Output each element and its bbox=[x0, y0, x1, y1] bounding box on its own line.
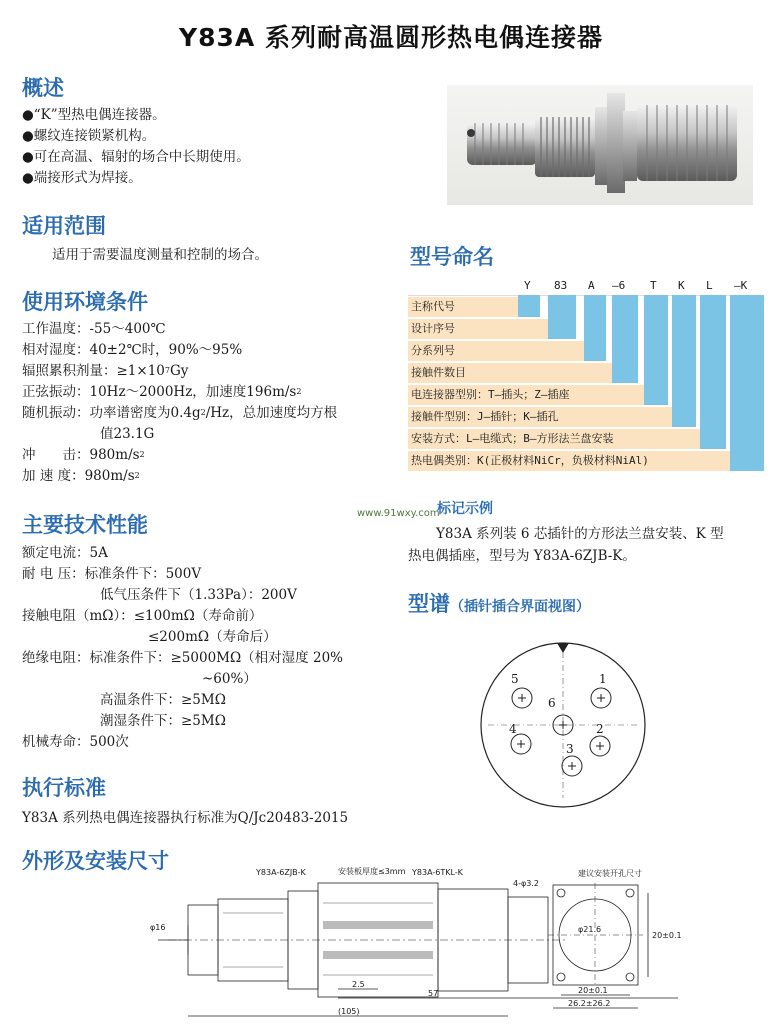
pin-label: 6 bbox=[548, 696, 556, 710]
dim-label: φ16 bbox=[150, 923, 166, 932]
code-column bbox=[672, 295, 696, 427]
code-column bbox=[644, 295, 668, 405]
code-row: 主称代号 bbox=[408, 297, 518, 317]
env-line: 值23.1G bbox=[100, 426, 155, 442]
spec-line: 额定电流：5A bbox=[22, 545, 108, 561]
code-column bbox=[584, 295, 606, 361]
environment-heading: 使用环境条件 bbox=[22, 290, 148, 314]
watermark: www.91wxy.com bbox=[357, 508, 440, 519]
overview-item: ●端接形式为焊接。 bbox=[22, 170, 142, 186]
dim-label: 2.5 bbox=[352, 980, 365, 989]
dim-label: 安装板厚度≤3mm bbox=[338, 867, 406, 876]
dim-label: 20±0.1 bbox=[578, 986, 608, 995]
pin-label: 1 bbox=[599, 672, 607, 686]
dim-label: φ21.6 bbox=[578, 925, 602, 934]
env-line: 工作温度：-55～400℃ bbox=[22, 321, 166, 337]
environment-list bbox=[22, 319, 337, 487]
overview-heading: 概述 bbox=[22, 76, 64, 100]
dim-label: 建议安装开孔尺寸 bbox=[578, 869, 642, 878]
code-row: 安装方式：L—电缆式；B—方形法兰盘安装 bbox=[408, 429, 700, 449]
page-title: Y83A 系列耐高温圆形热电偶连接器 bbox=[179, 23, 603, 52]
code-column bbox=[730, 295, 764, 471]
env-line: 随机振动：功率谱密度为$0.4g^2/Hz$，总加速度均方根 bbox=[22, 405, 338, 421]
code-part: 83 bbox=[554, 279, 568, 292]
env-line: 正弦振动：10Hz～2000Hz，加速度$196m/s^2$ bbox=[22, 384, 302, 400]
spec-line: 机械寿命：500次 bbox=[22, 734, 129, 750]
code-part: A bbox=[588, 279, 595, 292]
pin-label: 5 bbox=[511, 672, 519, 686]
model-code-diagram bbox=[408, 275, 764, 475]
code-column bbox=[518, 295, 540, 317]
code-row: 接触件数目 bbox=[408, 363, 612, 383]
overview-item: ●“K”型热电偶连接器。 bbox=[22, 107, 166, 123]
pin-label: 3 bbox=[566, 742, 574, 756]
product-photo bbox=[447, 85, 753, 205]
dimensions-heading: 外形及安装尺寸 bbox=[22, 849, 169, 873]
overview-item: ●螺纹连接锁紧机构。 bbox=[22, 128, 156, 144]
code-part: T bbox=[650, 279, 657, 292]
pin-label: 4 bbox=[509, 722, 517, 736]
dim-label: 20±0.1 bbox=[652, 931, 682, 940]
code-row: 设计序号 bbox=[408, 319, 548, 339]
code-row: 热电偶类别：K(正极材料NiCr，负极材料NiAl) bbox=[408, 451, 730, 471]
code-part: L bbox=[706, 279, 713, 292]
spec-line: 耐 电 压：标准条件下：500V bbox=[22, 566, 202, 582]
code-header bbox=[408, 275, 764, 296]
dim-label: Y83A-6ZJB-K bbox=[256, 868, 306, 877]
code-row: 接触件型别：J—插针；K—插孔 bbox=[408, 407, 672, 427]
pin-label: 2 bbox=[596, 722, 604, 736]
code-part: —6 bbox=[612, 279, 626, 292]
env-line: 辐照累积剂量：$\ge 1\times 10^7Gy$ bbox=[22, 363, 189, 379]
specs-heading: 主要技术性能 bbox=[22, 513, 148, 537]
spec-line: 高温条件下：≥5MΩ bbox=[100, 692, 226, 708]
specs-list bbox=[22, 543, 343, 753]
code-column bbox=[548, 295, 576, 339]
dim-label: 57 bbox=[428, 989, 439, 998]
code-part: —K bbox=[734, 279, 748, 292]
code-part: Y bbox=[524, 279, 531, 292]
code-row: 分系列号 bbox=[408, 341, 584, 361]
sample-line-1: Y83A 系列装 6 芯插针的方形法兰盘安装、K 型 bbox=[436, 526, 724, 542]
spec-line: 潮湿条件下：≥5MΩ bbox=[100, 713, 226, 729]
model-naming-heading: 型号命名 bbox=[410, 245, 494, 269]
pinout-title: 型谱 bbox=[408, 592, 450, 616]
code-column bbox=[612, 295, 638, 383]
env-line: 相对湿度：40±2℃时，90%～95% bbox=[22, 342, 243, 358]
overview-item: ●可在高温、辐射的场合中长期使用。 bbox=[22, 149, 250, 165]
standard-text: Y83A 系列热电偶连接器执行标准为Q/Jc20483-2015 bbox=[22, 810, 349, 826]
scope-text: 适用于需要温度测量和控制的场合。 bbox=[52, 247, 268, 263]
env-line: 冲 击：$980m/s^2$ bbox=[22, 447, 145, 463]
env-line: 加 速 度：$980m/s^2$ bbox=[22, 468, 140, 484]
standard-heading: 执行标准 bbox=[22, 776, 106, 800]
spec-line: 接触电阻（mΩ）：≤100mΩ（寿命前） bbox=[22, 608, 263, 624]
dimension-drawing bbox=[148, 863, 768, 1023]
spec-line: ~60%） bbox=[202, 671, 257, 687]
sample-heading: 标记示例 bbox=[437, 501, 493, 517]
dim-label: 26.2±26.2 bbox=[568, 999, 611, 1008]
dim-label: 4-φ3.2 bbox=[513, 879, 539, 888]
code-column bbox=[700, 295, 726, 449]
spec-line: 绝缘电阻：标准条件下：≥5000MΩ（相对湿度 20% bbox=[22, 650, 343, 666]
dim-label: (105) bbox=[338, 1007, 360, 1016]
dim-label: Y83A-6TKL-K bbox=[412, 868, 463, 877]
pinout-subtitle: （插针插合界面视图） bbox=[450, 599, 590, 615]
scope-heading: 适用范围 bbox=[22, 214, 106, 238]
spec-line: ≤200mΩ（寿命后） bbox=[148, 629, 277, 645]
sample-line-2: 热电偶插座，型号为 Y83A-6ZJB-K。 bbox=[408, 548, 636, 564]
overview-list bbox=[22, 105, 250, 189]
pinout-diagram bbox=[478, 640, 648, 810]
code-part: K bbox=[678, 279, 685, 292]
code-row: 电连接器型别：T—插头；Z—插座 bbox=[408, 385, 644, 405]
pinout-heading bbox=[408, 588, 590, 618]
spec-line: 低气压条件下（1.33Pa）：200V bbox=[100, 587, 297, 603]
